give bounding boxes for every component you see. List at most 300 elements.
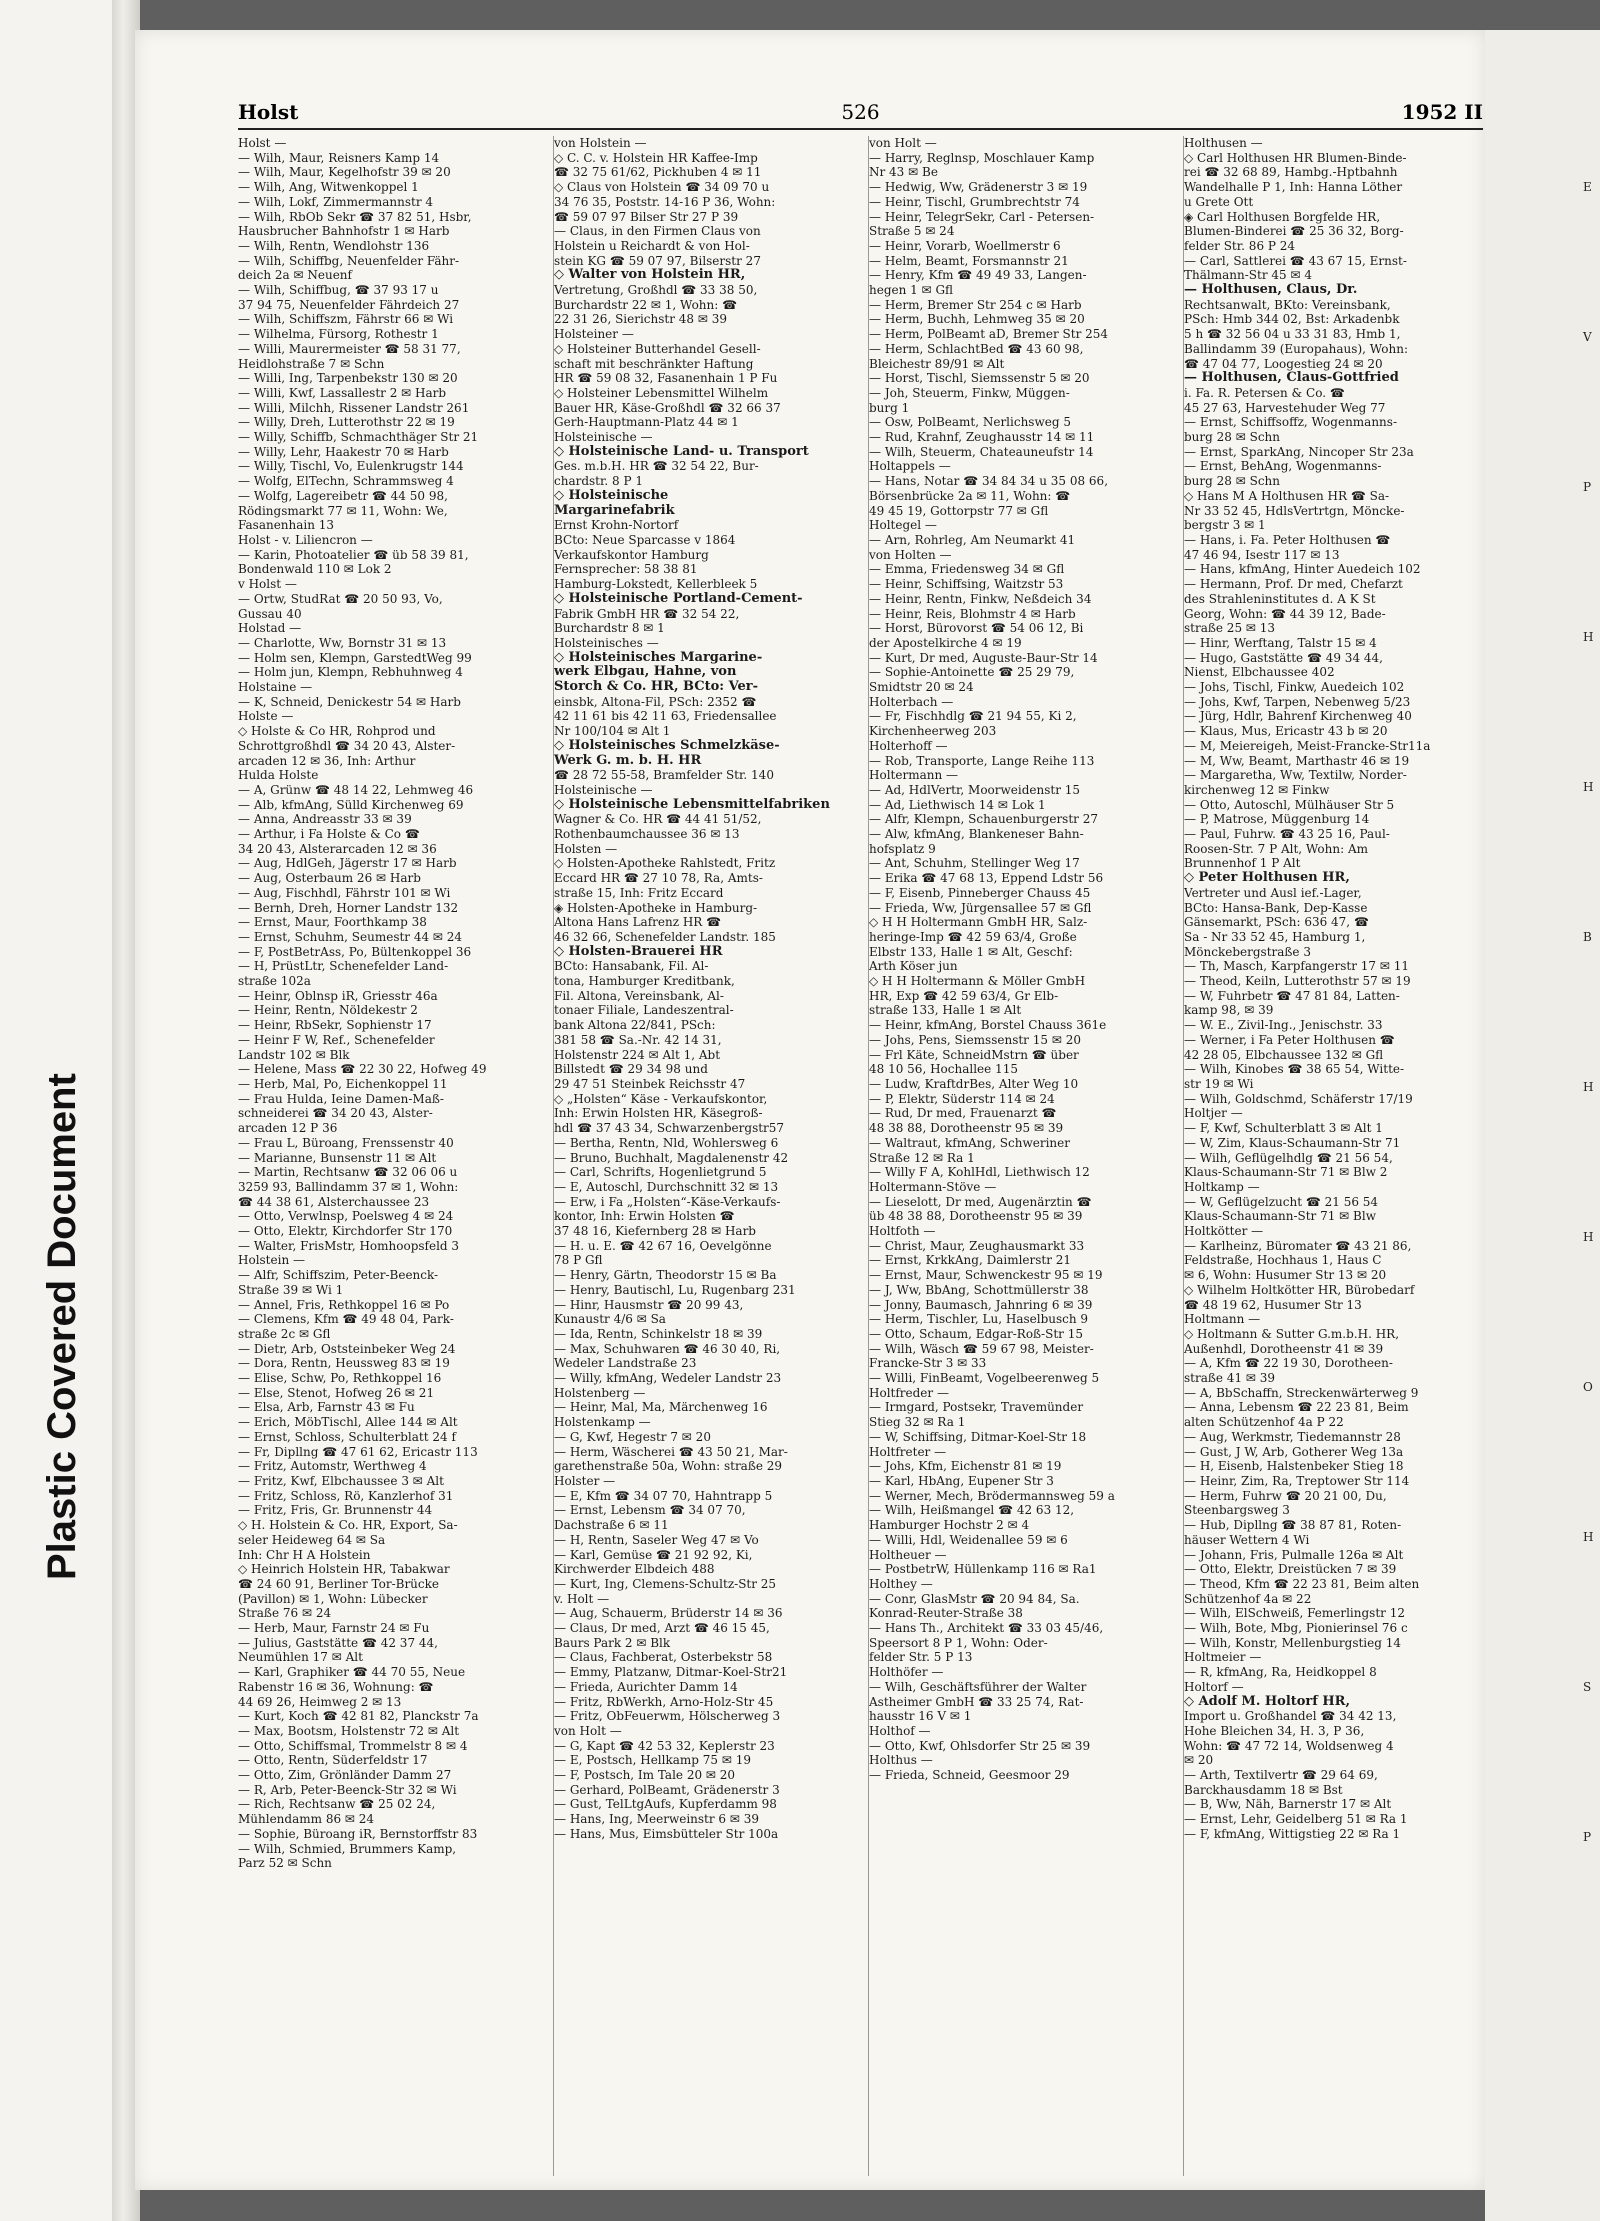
- directory-entry-line: — Bruno, Buchhalt, Magdalenenstr 42: [554, 1150, 789, 1165]
- directory-entry-line: — Karl, Graphiker ☎ 44 70 55, Neue: [238, 1665, 466, 1680]
- edge-letter: H: [1583, 1230, 1594, 1244]
- directory-entry-line: Bleichestr 89/91 ✉ Alt: [869, 356, 1005, 371]
- page-number: 526: [841, 100, 880, 124]
- directory-entry-line: — Fritz, ObFeuerwm, Hölscherweg 3: [554, 1709, 781, 1724]
- directory-entry-line: v Holst —: [238, 577, 297, 592]
- directory-entry-line: HR ☎ 59 08 32, Fasanenhain 1 P Fu: [554, 371, 778, 386]
- directory-entry-line: ☎ 59 07 97 Bilser Str 27 P 39: [554, 209, 739, 224]
- directory-entry-line: — Frau L, Büroang, Frenssenstr 40: [238, 1135, 454, 1150]
- directory-entry-line: 22 31 26, Sierichstr 48 ✉ 39: [554, 312, 728, 327]
- directory-entry-line: — Ad, Liethwisch 14 ✉ Lok 1: [869, 797, 1046, 812]
- directory-entry-line: — Theod, Keiln, Lutterothstr 57 ✉ 19: [1184, 974, 1411, 989]
- directory-entry-line: — Johs, Kwf, Tarpen, Nebenweg 5/23: [1184, 694, 1411, 709]
- directory-entry-line: ☎ 44 38 61, Alsterchaussee 23: [238, 1194, 430, 1209]
- directory-entry-line: — Otto, Elektr, Dreistücken 7 ✉ 39: [1184, 1562, 1397, 1577]
- directory-entry-line: Storch & Co. HR, BCto: Ver-: [554, 680, 759, 695]
- directory-entry-line: — R, Arb, Peter-Beenck-Str 32 ✉ Wi: [238, 1782, 457, 1797]
- directory-entry-line: — Fr, Fischhdlg ☎ 21 94 55, Ki 2,: [869, 709, 1077, 724]
- directory-entry-line: — Lieselott, Dr med, Augenärztin ☎: [869, 1194, 1092, 1209]
- directory-entry-line: — Willi, Hdl, Weidenallee 59 ✉ 6: [869, 1532, 1068, 1547]
- directory-entry-line: — Hinr, Werftang, Talstr 15 ✉ 4: [1184, 635, 1377, 650]
- directory-entry-line: Hulda Holste: [238, 768, 319, 783]
- directory-entry-line: — Herm, PolBeamt aD, Bremer Str 254: [869, 327, 1109, 342]
- directory-entry-line: ◇ C. C. v. Holstein HR Kaffee-Imp: [554, 150, 758, 165]
- directory-entry-line: straße 102a: [238, 974, 311, 989]
- directory-entry-line: Verkaufskontor Hamburg: [554, 547, 709, 562]
- directory-entry-line: Baurs Park 2 ✉ Blk: [554, 1635, 671, 1650]
- directory-entry-line: — Heinr, TelegrSekr, Carl - Petersen-: [869, 209, 1095, 224]
- directory-entry-line: straße 133, Halle 1 ✉ Alt: [869, 1003, 1022, 1018]
- directory-entry-line: — Aug, Werkmstr, Tiedemannstr 28: [1184, 1429, 1401, 1444]
- directory-entry-line: — Henry, Kfm ☎ 49 49 33, Langen-: [869, 268, 1087, 283]
- directory-entry-line: — Arthur, i Fa Holste & Co ☎: [238, 827, 420, 842]
- directory-entry-line: Billstedt ☎ 29 34 98 und: [554, 1062, 708, 1077]
- directory-entry-line: — Fritz, Kwf, Elbchaussee 3 ✉ Alt: [238, 1473, 444, 1488]
- edge-letter: O: [1583, 1380, 1593, 1394]
- directory-entry-line: — Heinr, Vorarb, Woellmerstr 6: [869, 238, 1061, 253]
- directory-entry-line: hausstr 16 V ✉ 1: [869, 1709, 972, 1724]
- directory-entry-line: alten Schützenhof 4a P 22: [1184, 1415, 1344, 1430]
- directory-entry-line: ◇ Wilhelm Holtkötter HR, Bürobedarf: [1184, 1282, 1415, 1297]
- directory-entry-line: — Margaretha, Ww, Textilw, Norder-: [1184, 768, 1407, 783]
- directory-entry-line: — Wilh, Geflügelhdlg ☎ 21 56 54,: [1184, 1150, 1393, 1165]
- directory-entry-line: — F, Postsch, Im Tale 20 ✉ 20: [554, 1768, 736, 1783]
- page-header: [238, 100, 1483, 130]
- directory-entry-line: Ges. m.b.H. HR ☎ 32 54 22, Bur-: [554, 459, 759, 474]
- directory-entry-line: Holst —: [238, 136, 287, 150]
- directory-entry-line: — Rob, Transporte, Lange Reihe 113: [869, 753, 1095, 768]
- directory-entry-line: — Conr, GlasMstr ☎ 20 94 84, Sa.: [869, 1591, 1080, 1606]
- directory-entry-line: ◇ Holsteinisches Margarine-: [554, 650, 763, 665]
- directory-entry-line: — Alfr, Schiffszim, Peter-Beenck-: [238, 1268, 439, 1283]
- directory-entry-line: Rödingsmarkt 77 ✉ 11, Wohn: We,: [238, 503, 448, 518]
- directory-entry-line: Holterbach —: [869, 694, 954, 709]
- directory-entry-line: 48 10 56, Hochallee 115: [869, 1062, 1018, 1077]
- directory-entry-line: — Aug, HdlGeh, Jägerstr 17 ✉ Harb: [238, 856, 457, 871]
- directory-entry-line: Holtjer —: [1184, 1106, 1243, 1121]
- directory-entry-line: — Ant, Schuhm, Stellinger Weg 17: [869, 856, 1080, 871]
- directory-entry-line: — Ortw, StudRat ☎ 20 50 93, Vo,: [238, 591, 443, 606]
- directory-entry-line: — Hans, Notar ☎ 34 84 34 u 35 08 66,: [869, 474, 1109, 489]
- directory-entry-line: ◇ Holsten-Brauerei HR: [554, 944, 723, 959]
- directory-entry-line: ◇ Holtmann & Sutter G.m.b.H. HR,: [1184, 1326, 1400, 1341]
- directory-entry-line: Werk G. m. b. H. HR: [554, 753, 702, 768]
- directory-entry-line: Holsteiner —: [554, 327, 634, 342]
- directory-entry-line: — Fritz, Schloss, Rö, Kanzlerhof 31: [238, 1488, 454, 1503]
- directory-entry-line: — Osw, PolBeamt, Nerlichsweg 5: [869, 415, 1071, 430]
- directory-entry-line: Inh: Chr H A Holstein: [238, 1547, 371, 1562]
- directory-entry-line: — Anna, Andreasstr 33 ✉ 39: [238, 812, 412, 827]
- directory-entry-line: — K, Schneid, Denickestr 54 ✉ Harb: [238, 694, 461, 709]
- directory-entry-line: 47 46 94, Isestr 117 ✉ 13: [1184, 547, 1340, 562]
- directory-entry-line: — Horst, Tischl, Siemssenstr 5 ✉ 20: [869, 371, 1090, 386]
- directory-entry-line: — Henry, Gärtn, Theodorstr 15 ✉ Ba: [554, 1268, 777, 1283]
- directory-entry-line: von Holstein —: [554, 136, 647, 150]
- directory-entry-line: Holtfoth —: [869, 1224, 936, 1239]
- directory-entry-line: — Annel, Fris, Rethkoppel 16 ✉ Po: [238, 1297, 450, 1312]
- directory-entry-line: — Waltraut, kfmAng, Schweriner: [869, 1135, 1070, 1150]
- directory-entry-line: Außenhdl, Dorotheenstr 41 ✉ 39: [1184, 1341, 1384, 1356]
- directory-entry-line: Holtmann —: [1184, 1312, 1261, 1327]
- directory-entry-line: Eccard HR ☎ 27 10 78, Ra, Amts-: [554, 871, 763, 886]
- directory-entry-line: — Wilh, Bote, Mbg, Pionierinsel 76 c: [1184, 1621, 1408, 1636]
- directory-entry-line: des Strahleninstitutes d. A K St: [1184, 591, 1376, 606]
- directory-entry-line: schneiderei ☎ 34 20 43, Alster-: [238, 1106, 433, 1121]
- directory-entry-line: Holthusen —: [1184, 136, 1263, 150]
- directory-entry-line: Speersort 8 P 1, Wohn: Oder-: [869, 1635, 1048, 1650]
- directory-entry-line: 46 32 66, Schenefelder Landstr. 185: [554, 929, 776, 944]
- directory-entry-line: Arth Köser jun: [869, 959, 958, 974]
- directory-entry-line: Astheimer GmbH ☎ 33 25 74, Rat-: [869, 1694, 1084, 1709]
- directory-entry-line: Rothenbaumchaussee 36 ✉ 13: [554, 827, 740, 842]
- directory-entry-line: Mönckebergstraße 3: [1184, 944, 1311, 959]
- directory-entry-line: 34 20 43, Alsterarcaden 12 ✉ 36: [238, 841, 437, 856]
- directory-entry-line: — Jürg, Hdlr, Bahrenf Kirchenweg 40: [1184, 709, 1412, 724]
- directory-entry-line: Elbstr 133, Halle 1 ✉ Alt, Geschf:: [869, 944, 1073, 959]
- directory-entry-line: 381 58 ☎ Sa.-Nr. 42 14 31,: [554, 1032, 722, 1047]
- directory-entry-line: Wagner & Co. HR ☎ 44 41 51/52,: [554, 812, 762, 827]
- directory-entry-line: Blumen-Binderei ☎ 25 36 32, Borg-: [1184, 224, 1404, 239]
- directory-entry-line: schaft mit beschränkter Haftung: [554, 356, 754, 371]
- directory-entry-line: — Heinr, Oblnsp iR, Griesstr 46a: [238, 988, 438, 1003]
- directory-entry-line: — E, Autoschl, Durchschnitt 32 ✉ 13: [554, 1179, 779, 1194]
- directory-entry-line: Fil. Altona, Vereinsbank, Al-: [554, 988, 724, 1003]
- directory-entry-line: u Grete Ott: [1184, 194, 1254, 209]
- edge-letter: P: [1583, 480, 1592, 494]
- directory-entry-line: 37 48 16, Kiefernberg 28 ✉ Harb: [554, 1224, 756, 1239]
- directory-entry-line: Gänsemarkt, PSch: 636 47, ☎: [1184, 915, 1369, 930]
- directory-entry-line: ◇ H H Holtermann & Möller GmbH: [869, 974, 1086, 989]
- directory-entry-line: Ernst Krohn-Nortorf: [554, 518, 679, 533]
- directory-entry-line: ◇ Walter von Holstein HR,: [554, 268, 746, 283]
- directory-entry-line: — Willy, kfmAng, Wedeler Landstr 23: [554, 1371, 782, 1386]
- directory-entry-line: — Willy F A, KohlHdl, Liethwisch 12: [869, 1165, 1090, 1180]
- directory-entry-line: ◇ Holsten-Apotheke Rahlstedt, Fritz: [554, 856, 776, 871]
- edge-letter: H: [1583, 780, 1594, 794]
- directory-entry-line: — Max, Schuhwaren ☎ 46 30 40, Ri,: [554, 1341, 781, 1356]
- directory-entry-line: stein KG ☎ 59 07 97, Bilserstr 27: [554, 253, 761, 268]
- directory-entry-line: burg 28 ✉ Schn: [1184, 474, 1280, 489]
- directory-entry-line: Barckhausdamm 18 ✉ Bst: [1184, 1782, 1343, 1797]
- directory-entry-line: — J, Ww, BbAng, Schottmüllerstr 38: [869, 1282, 1089, 1297]
- directory-entry-line: — Rud, Dr med, Frauenarzt ☎: [869, 1106, 1057, 1121]
- directory-entry-line: — Ernst, SparkAng, Nincoper Str 23a: [1184, 444, 1414, 459]
- directory-entry-line: Nienst, Elbchaussee 402: [1184, 665, 1335, 680]
- directory-entry-line: — Hans, i. Fa. Peter Holthusen ☎: [1184, 532, 1391, 547]
- directory-entry-line: von Holten —: [869, 547, 952, 562]
- directory-entry-line: — Frieda, Schneid, Geesmoor 29: [869, 1768, 1070, 1783]
- directory-entry-line: — Fritz, Fris, Gr. Brunnenstr 44: [238, 1503, 433, 1518]
- directory-entry-line: — M, Meiereigeh, Meist-Francke-Str11a: [1184, 738, 1431, 753]
- directory-entry-line: — Horst, Bürovorst ☎ 54 06 12, Bi: [869, 621, 1084, 636]
- directory-entry-line: Holtmeier —: [1184, 1650, 1262, 1665]
- directory-entry-line: — Wilh, Geschäftsführer der Walter: [869, 1679, 1087, 1694]
- directory-entry-line: Hausbrucher Bahnhofstr 1 ✉ Harb: [238, 224, 450, 239]
- directory-entry-line: Thälmann-Str 45 ✉ 4: [1184, 268, 1312, 283]
- directory-entry-line: Holthey —: [869, 1576, 933, 1591]
- directory-entry-line: — Otto, Autoschl, Mülhäuser Str 5: [1184, 797, 1395, 812]
- directory-entry-line: — Willy, Dreh, Lutterothstr 22 ✉ 19: [238, 415, 455, 430]
- directory-entry-line: Kirchwerder Elbdeich 488: [554, 1562, 715, 1577]
- directory-entry-line: — Bernh, Dreh, Horner Landstr 132: [238, 900, 459, 915]
- directory-entry-line: Holtermann-Stöve —: [869, 1179, 997, 1194]
- directory-entry-line: — F, kfmAng, Wittigstieg 22 ✉ Ra 1: [1184, 1826, 1401, 1841]
- directory-entry-line: — Karl, HbAng, Eupener Str 3: [869, 1473, 1054, 1488]
- directory-entry-line: — Ernst, Schloss, Schulterblatt 24 f: [238, 1429, 456, 1444]
- directory-entry-line: Nr 33 52 45, HdlsVertrtgn, Möncke-: [1184, 503, 1405, 518]
- directory-entry-line: — Harry, Reglnsp, Moschlauer Kamp: [869, 150, 1095, 165]
- directory-entry-line: — Heinr, kfmAng, Borstel Chauss 361e: [869, 1018, 1107, 1033]
- directory-entry-line: — W, Schiffsing, Ditmar-Koel-Str 18: [869, 1429, 1087, 1444]
- directory-entry-line: tonaer Filiale, Landeszentral-: [554, 1003, 734, 1018]
- directory-entry-line: — Ernst, KrkkAng, Daimlerstr 21: [869, 1253, 1072, 1268]
- directory-entry-line: Holstenkamp —: [554, 1415, 651, 1430]
- directory-entry-line: Landstr 102 ✉ Blk: [238, 1047, 350, 1062]
- directory-entry-line: — Werner, Mech, Brödermannsweg 59 a: [869, 1488, 1115, 1503]
- directory-entry-line: — Max, Bootsm, Holstenstr 72 ✉ Alt: [238, 1723, 460, 1738]
- directory-entry-line: — Heinr, Schiffsing, Waitzstr 53: [869, 577, 1064, 592]
- directory-entry-line: 48 38 88, Dorotheenstr 95 ✉ 39: [869, 1121, 1064, 1136]
- directory-entry-line: — Julius, Gaststätte ☎ 42 37 44,: [238, 1635, 438, 1650]
- directory-entry-line: — Willy, Lehr, Haakestr 70 ✉ Harb: [238, 444, 449, 459]
- directory-entry-line: — Ernst, Schiffsoffz, Wogenmanns-: [1184, 415, 1397, 430]
- directory-entry-line: — Otto, Schiffsmal, Trommelstr 8 ✉ 4: [238, 1738, 468, 1753]
- directory-entry-line: — Th, Masch, Karpfangerstr 17 ✉ 11: [1184, 959, 1409, 974]
- directory-entry-line: Holterhoff —: [869, 738, 948, 753]
- header-year: 1952 II: [1401, 100, 1483, 124]
- directory-entry-line: Straße 5 ✉ 24: [869, 224, 955, 239]
- directory-entry-line: v. Holt —: [554, 1591, 610, 1606]
- directory-entry-line: Hamburg-Lokstedt, Kellerbleek 5: [554, 577, 758, 592]
- directory-entry-line: BCto: Hansa-Bank, Dep-Kasse: [1184, 900, 1368, 915]
- directory-entry-line: — Ernst, Lebensm ☎ 34 07 70,: [554, 1503, 746, 1518]
- directory-entry-line: — Emma, Friedensweg 34 ✉ Gfl: [869, 562, 1065, 577]
- directory-entry-line: Steenbargsweg 3: [1184, 1503, 1290, 1518]
- directory-entry-line: rei ☎ 32 68 89, Hambg.-Hptbahnh: [1184, 165, 1398, 180]
- directory-entry-line: Holstein u Reichardt & von Hol-: [554, 238, 750, 253]
- directory-entry-line: Straße 12 ✉ Ra 1: [869, 1150, 975, 1165]
- directory-entry-line: — Erika ☎ 47 68 13, Eppend Ldstr 56: [869, 871, 1104, 886]
- directory-entry-line: — Holm jun, Klempn, Rebhuhnweg 4: [238, 665, 463, 680]
- directory-entry-line: — Emmy, Platzanw, Ditmar-Koel-Str21: [554, 1665, 788, 1680]
- directory-entry-line: — Martin, Rechtsanw ☎ 32 06 06 u: [238, 1165, 458, 1180]
- directory-entry-line: — Gust, TelLtgAufs, Kupferdamm 98: [554, 1797, 777, 1812]
- directory-entry-line: — Elsa, Arb, Farnstr 43 ✉ Fu: [238, 1400, 415, 1415]
- directory-entry-line: — Herm, Buchh, Lehmweg 35 ✉ 20: [869, 312, 1085, 327]
- directory-entry-line: — Herm, Bremer Str 254 c ✉ Harb: [869, 297, 1082, 312]
- directory-entry-line: Holthus —: [869, 1753, 933, 1768]
- directory-entry-line: — Wilh, Goldschmd, Schäferstr 17/19: [1184, 1091, 1413, 1106]
- directory-entry-line: — R, kfmAng, Ra, Heidkoppel 8: [1184, 1665, 1377, 1680]
- directory-entry-line: — Claus, Dr med, Arzt ☎ 46 15 45,: [554, 1621, 770, 1636]
- directory-entry-line: — Carl, Schrifts, Hogenlietgrund 5: [554, 1165, 767, 1180]
- directory-entry-line: — Irmgard, Postsekr, Travemünder: [869, 1400, 1084, 1415]
- directory-entry-line: 42 28 05, Elbchaussee 132 ✉ Gfl: [1184, 1047, 1384, 1062]
- directory-entry-line: straße 41 ✉ 39: [1184, 1371, 1276, 1386]
- directory-entry-line: Holtfreter —: [869, 1444, 947, 1459]
- directory-entry-line: hdl ☎ 37 43 34, Schwarzenbergstr57: [554, 1121, 785, 1136]
- directory-entry-line: Rechtsanwalt, BKto: Vereinsbank,: [1184, 297, 1391, 312]
- directory-entry-line: ◇ Holsteinische Land- u. Transport: [554, 444, 809, 459]
- directory-entry-line: HR, Exp ☎ 42 59 63/4, Gr Elb-: [869, 988, 1059, 1003]
- directory-entry-line: — Herb, Mal, Po, Eichenkoppel 11: [238, 1077, 448, 1091]
- directory-entry-line: — Holm sen, Klempn, GarstedtWeg 99: [238, 650, 472, 665]
- directory-entry-line: — Rud, Krahnf, Zeughausstr 14 ✉ 11: [869, 430, 1095, 445]
- next-page-edge: [1485, 30, 1600, 2221]
- directory-entry-line: von Holt —: [869, 136, 937, 150]
- directory-entry-line: — Willy, Tischl, Vo, Eulenkrugstr 144: [238, 459, 464, 474]
- directory-entry-line: — Wilh, Schiffbg, Neuenfelder Fähr-: [238, 253, 460, 268]
- directory-entry-line: ◇ Holsteinische Lebensmittelfabriken: [554, 797, 830, 812]
- directory-entry-line: — Willi, Milchh, Rissener Landstr 261: [238, 400, 470, 415]
- directory-entry-line: ✉ 20: [1184, 1753, 1214, 1768]
- directory-entry-line: ◈ Carl Holthusen Borgfelde HR,: [1184, 209, 1381, 224]
- directory-entry-line: Holst - v. Liliencron —: [238, 532, 373, 547]
- directory-entry-line: BCto: Neue Sparcasse v 1864: [554, 532, 736, 547]
- directory-entry-line: kamp 98, ✉ 39: [1184, 1003, 1274, 1018]
- directory-entry-line: Neumühlen 17 ✉ Alt: [238, 1650, 363, 1665]
- directory-entry-line: Burchardstr 8 ✉ 1: [554, 621, 665, 636]
- directory-entry-line: — Arn, Rohrleg, Am Neumarkt 41: [869, 532, 1076, 547]
- directory-entry-line: — A, Kfm ☎ 22 19 30, Dorotheen-: [1184, 1356, 1393, 1371]
- directory-entry-line: — Kurt, Ing, Clemens-Schultz-Str 25: [554, 1576, 777, 1591]
- directory-entry-line: ◇ Heinrich Holstein HR, Tabakwar: [238, 1562, 450, 1577]
- directory-entry-line: PSch: Hmb 344 02, Bst: Arkadenbk: [1184, 312, 1400, 327]
- directory-entry-line: 34 76 35, Poststr. 14-16 P 36, Wohn:: [554, 194, 776, 209]
- directory-entry-line: — Willi, Ing, Tarpenbekstr 130 ✉ 20: [238, 371, 458, 386]
- directory-entry-line: ◇ Holsteinisches Schmelzkäse-: [554, 738, 780, 753]
- directory-entry-line: — Claus, Fachberat, Osterbekstr 58: [554, 1650, 773, 1665]
- directory-entry-line: — Wilh, Lokf, Zimmermannstr 4: [238, 194, 434, 209]
- directory-entry-line: — Ida, Rentn, Schinkelstr 18 ✉ 39: [554, 1326, 763, 1341]
- directory-entry-line: Import u. Großhandel ☎ 34 42 13,: [1184, 1709, 1397, 1724]
- directory-entry-line: ◇ H H Holtermann GmbH HR, Salz-: [869, 915, 1088, 930]
- directory-entry-line: ✉ 6, Wohn: Husumer Str 13 ✉ 20: [1184, 1268, 1387, 1283]
- directory-entry-line: 42 11 61 bis 42 11 63, Friedensallee: [554, 709, 777, 724]
- directory-entry-line: Smidtstr 20 ✉ 24: [869, 680, 974, 695]
- directory-entry-line: — Elise, Schw, Po, Rethkoppel 16: [238, 1371, 442, 1386]
- directory-entry-line: — Helm, Beamt, Forsmannstr 21: [869, 253, 1069, 268]
- directory-entry-line: Holstaine —: [238, 680, 313, 695]
- directory-entry-line: üb 48 38 88, Dorotheenstr 95 ✉ 39: [869, 1209, 1083, 1224]
- directory-entry-line: ◈ Holsten-Apotheke in Hamburg-: [554, 900, 758, 915]
- directory-entry-line: Wedeler Landstraße 23: [554, 1356, 697, 1371]
- directory-entry-line: Gussau 40: [238, 606, 302, 621]
- edge-letter: H: [1583, 630, 1594, 644]
- edge-letter: P: [1583, 1830, 1592, 1844]
- directory-entry-line: ◇ Adolf M. Holtorf HR,: [1184, 1694, 1351, 1709]
- directory-entry-line: — Clemens, Kfm ☎ 49 48 04, Park-: [238, 1312, 454, 1327]
- directory-entry-line: — Frau Hulda, Ieine Damen-Maß-: [238, 1091, 444, 1106]
- directory-entry-line: 5 h ☎ 32 56 04 u 33 31 83, Hmb 1,: [1184, 327, 1401, 342]
- directory-entry-line: ☎ 48 19 62, Husumer Str 13: [1184, 1297, 1362, 1312]
- directory-entry-line: — E, Kfm ☎ 34 07 70, Hahntrapp 5: [554, 1488, 773, 1503]
- directory-entry-line: — Alb, kfmAng, Sülld Kirchenweg 69: [238, 797, 464, 812]
- edge-letter: E: [1583, 180, 1592, 194]
- directory-entry-line: Holsteinische —: [554, 430, 653, 445]
- directory-entry-line: 78 P Gfl: [554, 1253, 603, 1268]
- directory-entry-line: — Sophie, Büroang iR, Bernstorffstr 83: [238, 1826, 478, 1841]
- directory-entry-line: — F, Eisenb, Pinneberger Chauss 45: [869, 885, 1091, 900]
- directory-entry-line: — W, Geflügelzucht ☎ 21 56 54: [1184, 1194, 1379, 1209]
- directory-entry-line: Heidlohstraße 7 ✉ Schn: [238, 356, 385, 371]
- directory-entry-line: — Carl, Sattlerei ☎ 43 67 15, Ernst-: [1184, 253, 1407, 268]
- directory-entry-line: — P, Matrose, Müggenburg 14: [1184, 812, 1370, 827]
- directory-entry-line: Holtappels —: [869, 459, 951, 474]
- directory-entry-line: Klaus-Schaumann-Str 71 ✉ Blw 2: [1184, 1165, 1388, 1180]
- directory-entry-line: — Heinr, RbSekr, Sophienstr 17: [238, 1018, 432, 1033]
- directory-entry-line: — W, Fuhrbetr ☎ 47 81 84, Latten-: [1184, 988, 1400, 1003]
- directory-entry-line: — Wilh, Heißmangel ☎ 42 63 12,: [869, 1503, 1075, 1518]
- directory-entry-line: burg 1: [869, 400, 910, 415]
- directory-entry-line: Brunnenhof 1 P Alt: [1184, 856, 1301, 871]
- directory-entry-line: — Hans Th., Architekt ☎ 33 03 45/46,: [869, 1621, 1104, 1636]
- directory-entry-line: — Hans, Ing, Meerweinstr 6 ✉ 39: [554, 1812, 760, 1827]
- directory-entry-line: — Ad, HdlVertr, Moorweidenstr 15: [869, 782, 1081, 797]
- directory-entry-line: — Ernst, Maur, Schwenckestr 95 ✉ 19: [869, 1268, 1103, 1283]
- directory-entry-line: Holstenstr 224 ✉ Alt 1, Abt: [554, 1047, 721, 1062]
- directory-entry-line: Straße 76 ✉ 24: [238, 1606, 332, 1621]
- directory-entry-line: Holstein —: [238, 1253, 305, 1268]
- directory-entry-line: Feldstraße, Hochhaus 1, Haus C: [1184, 1253, 1382, 1268]
- directory-entry-line: — Herm, Wäscherei ☎ 43 50 21, Mar-: [554, 1444, 788, 1459]
- directory-entry-line: — G, Kapt ☎ 42 53 32, Keplerstr 23: [554, 1738, 775, 1753]
- directory-entry-line: — Wolfg, ElTechn, Schrammsweg 4: [238, 474, 454, 489]
- directory-entry-line: — Else, Stenot, Hofweg 26 ✉ 21: [238, 1385, 435, 1400]
- directory-entry-line: Holstad —: [238, 621, 302, 636]
- directory-entry-line: — Aug, Osterbaum 26 ✉ Harb: [238, 871, 421, 886]
- directory-entry-line: kirchenweg 12 ✉ Finkw: [1184, 782, 1330, 797]
- edge-letter: H: [1583, 1530, 1594, 1544]
- directory-entry-line: Georg, Wohn: ☎ 44 39 12, Bade-: [1184, 606, 1386, 621]
- directory-entry-line: felder Str. 5 P 13: [869, 1650, 973, 1665]
- directory-entry-line: — Otto, Schaum, Edgar-Roß-Str 15: [869, 1326, 1083, 1341]
- directory-entry-line: — Wilh, Schiffbug, ☎ 37 93 17 u: [238, 283, 439, 298]
- directory-entry-line: — Johs, Pens, Siemssenstr 15 ✉ 20: [869, 1032, 1081, 1047]
- directory-entry-line: — Fritz, RbWerkh, Arno-Holz-Str 45: [554, 1694, 774, 1709]
- directory-entry-line: Kirchenheerweg 203: [869, 724, 997, 739]
- directory-entry-line: — Hub, Dipllng ☎ 38 87 81, Roten-: [1184, 1518, 1402, 1533]
- directory-entry-line: — Willi, FinBeamt, Vogelbeerenweg 5: [869, 1371, 1100, 1386]
- directory-entry-line: — Fr, Dipllng ☎ 47 61 62, Ericastr 113: [238, 1444, 478, 1459]
- directory-entry-line: — Herb, Maur, Farnstr 24 ✉ Fu: [238, 1621, 430, 1636]
- directory-entry-line: Ballindamm 39 (Europahaus), Wohn:: [1184, 341, 1408, 356]
- directory-entry-line: — Ludw, KraftdrBes, Alter Weg 10: [869, 1077, 1079, 1091]
- directory-entry-line: Hohe Bleichen 34, H. 3, P 36,: [1184, 1723, 1365, 1738]
- directory-entry-line: — Rich, Rechtsanw ☎ 25 02 24,: [238, 1797, 436, 1812]
- directory-entry-line: 45 27 63, Harvestehuder Weg 77: [1184, 400, 1386, 415]
- directory-entry-line: — H, PrüstLtr, Schenefelder Land-: [238, 959, 449, 974]
- directory-entry-line: 37 94 75, Neuenfelder Fährdeich 27: [238, 297, 460, 312]
- directory-entry-line: — Charlotte, Ww, Bornstr 31 ✉ 13: [238, 635, 447, 650]
- directory-entry-line: Dachstraße 6 ✉ 11: [554, 1518, 669, 1533]
- directory-entry-line: Roosen-Str. 7 P Alt, Wohn: Am: [1184, 841, 1369, 856]
- directory-entry-line: — Claus, in den Firmen Claus von: [554, 224, 761, 239]
- directory-entry-line: bergstr 3 ✉ 1: [1184, 518, 1266, 533]
- directory-entry-line: — Otto, Elektr, Kirchdorfer Str 170: [238, 1224, 453, 1239]
- directory-entry-line: — G, Kwf, Hegestr 7 ✉ 20: [554, 1429, 711, 1444]
- directory-entry-line: — Wilh, Schiffszm, Fährstr 66 ✉ Wi: [238, 312, 454, 327]
- directory-entry-line: hofsplatz 9: [869, 841, 936, 856]
- directory-entry-line: ◇ „Holsten“ Käse - Verkaufskontor,: [554, 1091, 768, 1106]
- directory-entry-line: — A, BbSchaffn, Streckenwärterweg 9: [1184, 1385, 1419, 1400]
- directory-entry-line: — Kurt, Dr med, Auguste-Baur-Str 14: [869, 650, 1098, 665]
- directory-entry-line: — Sophie-Antoinette ☎ 25 29 79,: [869, 665, 1075, 680]
- directory-entry-line: Altona Hans Lafrenz HR ☎: [554, 915, 722, 930]
- directory-entry-line: Schützenhof 4a ✉ 22: [1184, 1591, 1312, 1606]
- directory-entry-line: Holthof —: [869, 1723, 931, 1738]
- directory-entry-line: — Frieda, Ww, Jürgensallee 57 ✉ Gfl: [869, 900, 1092, 915]
